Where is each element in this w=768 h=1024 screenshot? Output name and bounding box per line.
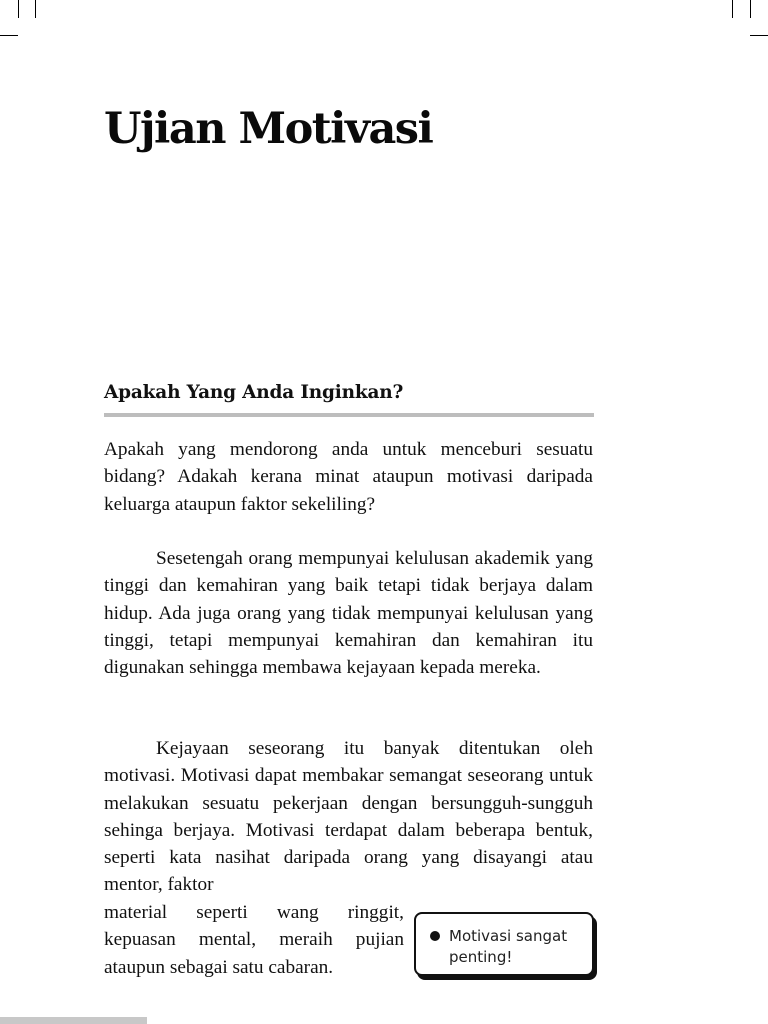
section-heading: Apakah Yang Anda Inginkan? [104, 382, 404, 403]
bullet-icon [430, 931, 440, 941]
paragraph: Apakah yang mendorong anda untuk menceburi sesuatu bidang? Adakah kerana minat ataupun motivasi daripada keluarga ataupun faktor sekeliling? [104, 439, 593, 515]
crop-mark [750, 35, 768, 36]
crop-mark [0, 35, 18, 36]
footer-bar [0, 1017, 147, 1024]
crop-mark [750, 0, 751, 18]
heading-divider [104, 413, 594, 417]
paragraph: material seperti wang ringgit, kepuasan mental, meraih pujian ataupun sebagai satu cabaran. [104, 902, 404, 978]
page-title: Ujian Motivasi [104, 104, 433, 154]
crop-mark [732, 0, 733, 18]
crop-mark [18, 0, 19, 18]
crop-mark [35, 0, 36, 18]
callout-box [414, 912, 594, 976]
callout-text: Motivasi sangat penting! [449, 927, 568, 966]
paragraph: Kejayaan seseorang itu banyak ditentukan oleh motivasi. Motivasi dapat membakar semangat seseorang untuk melakukan sesuatu pekerjaan dengan bersungguh-sungguh sehinga berjaya. Motivasi terdapat dalam beberapa bentuk, seperti kata nasihat daripada orang yang disayangi atau mentor, faktor [104, 738, 593, 896]
paragraph: Sesetengah orang mempunyai kelulusan akademik yang tinggi dan kemahiran yang baik tetapi tidak berjaya dalam hidup. Ada juga orang yang tidak mempunyai kelulusan yang tinggi, tetapi mempunyai kemahiran dan kemahiran itu digunakan sehingga membawa kejayaan kepada mereka. [104, 548, 593, 679]
